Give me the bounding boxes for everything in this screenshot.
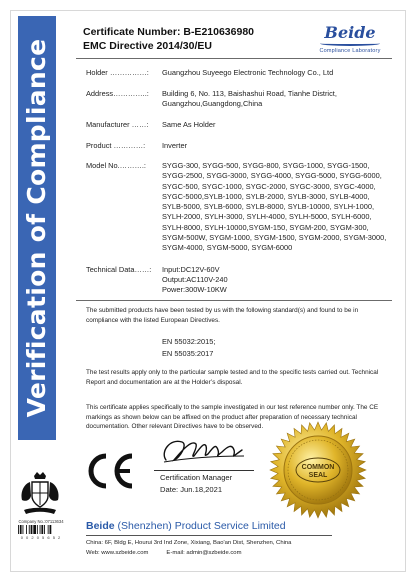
technical-input: Input:DC12V-60V: [162, 265, 220, 274]
barcode-bar: [20, 525, 22, 534]
footer-company-name: [86, 520, 286, 532]
manufacturer-label: Manufacturer ……:: [86, 120, 149, 129]
barcode-bar: [44, 525, 45, 534]
barcode-bar: [18, 525, 19, 534]
company-number: Company No.:07113634: [18, 519, 64, 524]
product-value: Inverter: [162, 141, 188, 150]
technical-output: Output:AC110V-240: [162, 275, 228, 284]
barcode-bar: [29, 525, 30, 534]
barcode-bar: [40, 525, 41, 534]
beide-logo: [316, 24, 384, 58]
technical-label: Technical Data……:: [86, 265, 152, 274]
certificate-number: Certificate Number: B-E210636980: [83, 26, 254, 38]
barcode-bar: [26, 525, 27, 534]
barcode-bar: [41, 525, 43, 534]
sidebar-banner: [18, 16, 56, 440]
model-value: SYGG-300, SYGG-500, SYGG-800, SYGG-1000, SYGG-1500, SYGG-2500, SYGG-3000, SYGG-4000, SYGG-5000, SYGG-6000, SYGC-500, SYGC-1000, SYGC-2000, SYGC-3000, SYGC-4000, SYGC-5000,SYLB-1000, SYLB-2000, SYLB-3000, SYLB-4000, SYLB-5000, SYLB-6000, SYLB-8000, SYLB-10000, SYLH-1000, SYLH-2000, SYLH-3000, SYLH-4000, SYLH-5000, SYLH-6000, SYLH-8000, SYLH-10000,SYGM-150, SYGM-200, SYGM-300, SYGM-500W, SYGM-1000, SYGM-1500, SYGM-2000, SYGM-3000, SYGM-4000, SYGM-5000, SYGM-6000: [162, 161, 387, 253]
signatory-title: Certification Manager: [160, 473, 233, 482]
signature-image: [158, 434, 248, 468]
header-divider: [76, 58, 392, 59]
footer-company-rest: (Shenzhen) Product Service Limited: [114, 520, 286, 532]
barcode-icon: [18, 525, 64, 534]
barcode-bar: [37, 525, 38, 534]
sidebar-title: Verification of Compliance: [22, 38, 51, 418]
barcode-bar: [33, 525, 36, 534]
royal-crest-icon: [18, 470, 62, 516]
manufacturer-value: Same As Holder: [162, 120, 216, 129]
footer-divider: [86, 535, 332, 536]
footer-web: Web: www.szbeide.com: [86, 550, 149, 556]
technical-power: Power:300W-10KW: [162, 285, 227, 294]
signature-line: [154, 470, 254, 471]
applies-statement: This certificate applies specifically to the sample investigated in our test reference number only. The CE markings as shown below can be affixed on the product after preparation of necessary technical documentation. Other relevant Directives have to be observed.: [86, 404, 379, 431]
product-label: Product …………:: [86, 141, 146, 150]
issue-date: Date: Jun.18,2021: [160, 485, 223, 494]
results-statement: The test results apply only to the particular sample tested and to the specific tests carried out. Technical Report and documentation are at the Holder’s disposal.: [86, 369, 379, 386]
seal-text-1: COMMON: [301, 464, 335, 471]
logo-wordmark: Beide: [324, 23, 376, 42]
common-seal-icon: [268, 420, 368, 520]
address-value: Building 6, No. 113, Baishashui Road, Tianhe District, Guangzhou,Guangdong,China: [162, 89, 337, 109]
barcode-number: 0 0 2 0 5 6 5 2: [20, 535, 62, 540]
logo-tagline: Compliance Laboratory: [319, 48, 381, 54]
holder-label: Holder ……………:: [86, 68, 149, 77]
seal-text-2: SEAL: [308, 472, 328, 479]
barcode-bar: [23, 525, 24, 534]
footer-email: E-mail: admin@szbeide.com: [166, 550, 242, 556]
barcode-bar: [48, 525, 49, 534]
directive-title: EMC Directive 2014/30/EU: [83, 40, 212, 52]
address-label: Address…………..:: [86, 89, 149, 98]
ce-mark-icon: [86, 452, 138, 490]
footer-contact: [86, 550, 241, 556]
model-label: Model No.……….:: [86, 161, 146, 170]
barcode-bar: [31, 525, 33, 534]
footer-address: China: 6F, Bldg E, Hourui 3rd Ind Zone, Xixiang, Bao'an Dist, Shenzhen, China: [86, 540, 292, 546]
standard-1: EN 55032:2015;: [162, 337, 216, 346]
tested-statement: The submitted products have been tested by us with the following standard(s) and found to be in compliance with the listed European Directives.: [86, 307, 359, 324]
standard-2: EN 55035:2017: [162, 349, 214, 358]
barcode-bar: [50, 525, 52, 534]
holder-value: Guangzhou Suyeego Electronic Technology Co., Ltd: [162, 68, 334, 77]
footer-brand: Beide: [86, 520, 115, 532]
data-divider: [76, 300, 392, 301]
